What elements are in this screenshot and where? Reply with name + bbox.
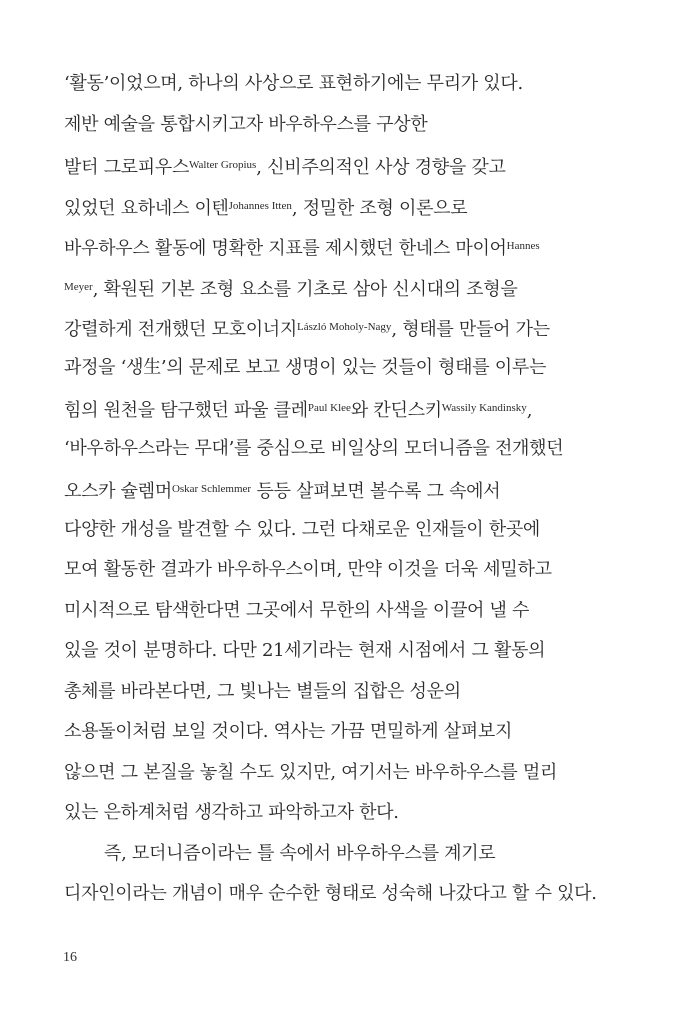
text-line <box>64 834 624 875</box>
name-annotation: Oskar Schlemmer <box>171 483 252 495</box>
text-segment: ‘활동’이었으며, 하나의 사상으로 표현하기에는 무리가 있다. <box>64 73 523 94</box>
text-segment: 있는 은하계처럼 생각하고 파악하고자 한다. <box>64 802 399 823</box>
text-line <box>64 510 624 551</box>
text-line <box>64 793 624 834</box>
text-segment: 등등 살펴보면 볼수록 그 속에서 <box>251 481 501 502</box>
text-line <box>64 388 624 429</box>
text-segment: , <box>526 400 533 421</box>
text-line <box>64 469 624 510</box>
text-line <box>64 267 624 308</box>
text-segment: , 정밀한 조형 이론으로 <box>291 197 468 219</box>
text-line <box>64 105 624 146</box>
text-segment: , 형태를 만들어 가는 <box>391 319 550 340</box>
name-annotation: Paul Klee <box>307 402 351 414</box>
text-segment: 바우하우스 활동에 명확한 지표를 제시했던 한네스 마이어 <box>64 238 507 259</box>
text-segment: 디자인이라는 개념이 매우 순수한 형태로 성숙해 나갔다고 할 수 있다. <box>64 883 597 904</box>
text-segment: 오스카 슐렘머 <box>64 481 172 502</box>
text-segment: 강렬하게 전개했던 모호이너지 <box>64 319 297 340</box>
name-annotation: Meyer <box>64 280 93 293</box>
text-segment: 힘의 원천을 탐구했던 파울 클레 <box>64 400 308 421</box>
text-segment: 과정을 ‘생生’의 문제로 보고 생명이 있는 것들이 형태를 이루는 <box>64 356 547 378</box>
name-annotation: László Moholy-Nagy <box>297 321 392 333</box>
text-line <box>64 348 624 389</box>
text-segment: 있을 것이 분명하다. 다만 21세기라는 현재 시점에서 그 활동의 <box>64 640 546 661</box>
text-line <box>64 874 624 915</box>
text-segment: 즉, 모더니즘이라는 틀 속에서 바우하우스를 계기로 <box>104 842 496 864</box>
text-line <box>64 186 624 227</box>
body-text <box>64 64 624 915</box>
text-segment: 않으면 그 본질을 놓칠 수도 있지만, 여기서는 바우하우스를 멀리 <box>64 761 558 783</box>
text-segment: 발터 그로피우스 <box>64 157 190 178</box>
text-line <box>64 631 624 672</box>
name-annotation: Hannes <box>506 240 540 252</box>
name-annotation: Johannes Itten <box>228 199 292 212</box>
text-segment: 다양한 개성을 발견할 수 있다. 그런 다채로운 인재들이 한곳에 <box>64 518 540 540</box>
text-line <box>64 753 624 794</box>
text-segment: 제반 예술을 통합시키고자 바우하우스를 구상한 <box>64 113 428 135</box>
text-segment: , 확원된 기본 조형 요소를 기초로 삼아 신시대의 조형을 <box>92 278 518 300</box>
name-annotation: Walter Gropius <box>189 159 257 171</box>
text-line <box>64 145 624 186</box>
text-segment: 미시적으로 탐색한다면 그곳에서 무한의 사색을 이끌어 낼 수 <box>64 599 530 621</box>
text-segment: , 신비주의적인 사상 경향을 갖고 <box>256 157 506 178</box>
text-line <box>64 307 624 348</box>
text-line <box>64 64 624 105</box>
text-line <box>64 672 624 713</box>
text-segment: 소용돌이처럼 보일 것이다. 역사는 가끔 면밀하게 살펴보지 <box>64 721 513 742</box>
text-line <box>64 429 624 470</box>
text-segment: 와 칸딘스키 <box>350 400 442 421</box>
text-line <box>64 712 624 753</box>
page-number: 16 <box>63 950 77 965</box>
text-segment: 있었던 요하네스 이텐 <box>64 197 229 219</box>
text-segment: 총체를 바라본다면, 그 빛나는 별들의 집합은 성운의 <box>64 680 461 702</box>
text-line <box>64 591 624 632</box>
text-line <box>64 550 624 591</box>
text-line <box>64 226 624 267</box>
name-annotation: Wassily Kandinsky <box>441 402 527 414</box>
text-segment: 모여 활동한 결과가 바우하우스이며, 만약 이것을 더욱 세밀하고 <box>64 559 552 580</box>
text-segment: ‘바우하우스라는 무대’를 중심으로 비일상의 모더니즘을 전개했던 <box>64 437 564 459</box>
